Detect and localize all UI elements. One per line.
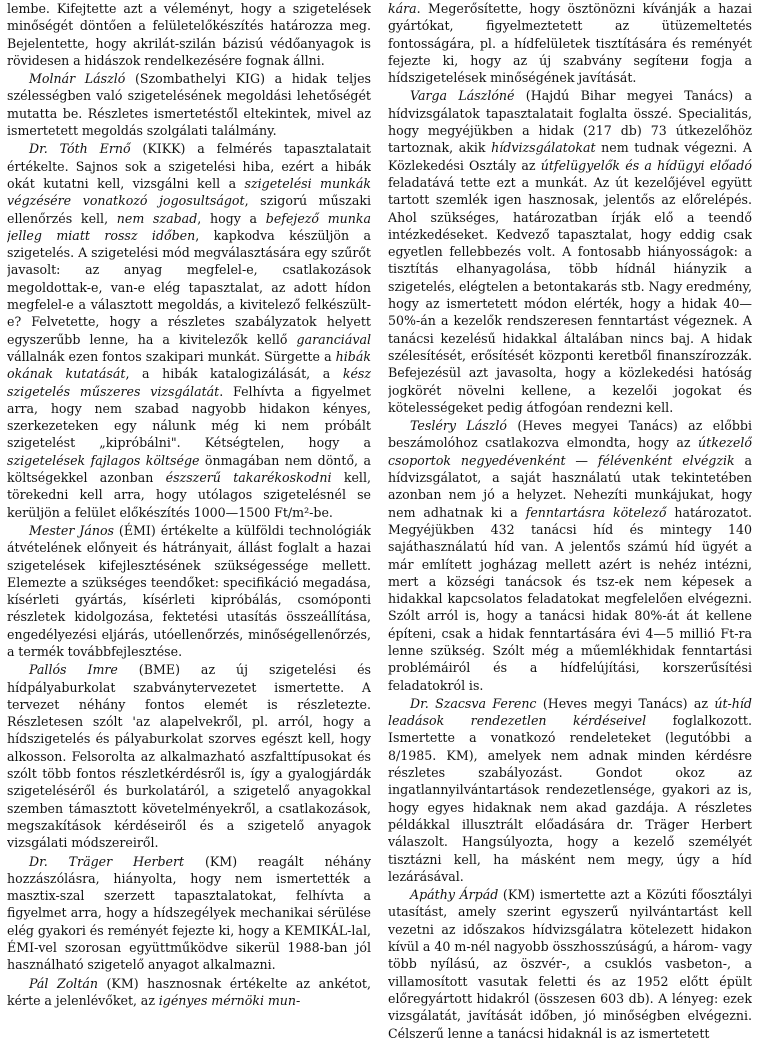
paragraph-teslery bbox=[388, 417, 752, 694]
emphasis: útkezelő csoportok negyedévenként — félévenként elvégzik bbox=[388, 435, 752, 468]
paragraph-text: vállalnák ezen fontos szakipari munkát. Sürgette a bbox=[7, 348, 336, 364]
paragraph-text: (ÉMI) értékelte a külföldi technológiák átvételének előnyeit és hátrányait, állást foglalt a hazai szigetelések kifejlesztésének szükségessége mellett. Elemezte a szükséges teendőket: specifikáció megadása, kísérleti gyártás, kísérleti kipróbálás, csomóponti részletek kidolgozása, fektetési utasítás összeállítása, engedélyezési eljárás, utóellenőrzés, minőségellenőrzés, a termék továbbfejlesztése. bbox=[7, 522, 371, 659]
paragraph-text: (KM) ismertette azt a Közúti főosztályi utasítást, amely szerint egyszerű nyilvántartást kell vezetni az időszakos hídvizsgálatra kötelezett hidakon kívül a 40 m-nél nagyobb összhosszúságú, a három- vagy több nyílású, az öszvér-, a csuklós vasbeton-, a villamosított vasutak feletti és az 1952 előtt épült előregyártott hidakról (összesen 603 db). A lényeg: ezek vizsgálatát, javítását időben, jó minőségben elvégezni. Célszerű lenne a tanácsi hidaknál is az ismertetett bbox=[388, 887, 752, 1041]
paragraph-pallos bbox=[7, 661, 371, 851]
paragraph-text: (Szombathelyi KIG) a hidak teljes szélességben való szigetelésének megoldási lehetőségét mutatta be. Részletes ismertetéstől eltekintek, mivel az ismertetett megoldás szolgálati találmány. bbox=[7, 71, 371, 139]
left-column bbox=[7, 0, 371, 1061]
speaker-name: Mester János bbox=[29, 522, 114, 538]
emphasis: kész szigetelés műszeres vizsgálatát bbox=[7, 366, 371, 399]
emphasis: kára bbox=[388, 1, 417, 16]
emphasis: hibák okának kutatását bbox=[7, 348, 371, 382]
paragraph-szacsva bbox=[388, 695, 752, 885]
paragraph-varga bbox=[388, 87, 752, 416]
emphasis: hídvizsgálatokat bbox=[491, 140, 596, 156]
paragraph-text: (KIKK) a felmérés tapasztalatait értékelte. Sajnos sok a szigetelési hiba, ezért a hibák okát kutatni kell, vizsgálni kell a bbox=[7, 141, 371, 191]
paragraph-continuation: lembe. Kifejtette azt a véleményt, hogy a szigetelések minőségét döntően a felületelőkészítés határozza meg. Bejelentette, hogy akrilát-szilán bázisú védőanyagok is rövidesen a hidászok rendelkezésére fognak állni. bbox=[7, 1, 371, 68]
paragraph-trager bbox=[7, 853, 371, 974]
speaker-name: Varga Lászlóné bbox=[410, 88, 515, 104]
paragraph-apathy bbox=[388, 886, 752, 1042]
paragraph-text: (Heves megyei Tanács) az előbbi beszámolóhoz csatlakozva elmondta, hogy az bbox=[388, 418, 752, 451]
emphasis: igényes mérnöki mun- bbox=[158, 992, 301, 1008]
paragraph-text: , szigorú műszaki ellenőrzés kell, bbox=[7, 193, 371, 226]
paragraph-text: nem tudnak végezni. A Közlekedési Osztály az bbox=[388, 140, 752, 173]
paragraph-text: , kapkodva készüljön a szigetelés. A szigetelési mód megválasztására egy szűrőt javasolt: az anyag megfelel-e, csatlakozások megoldottak-e, van-e elég tapasztalat, az adott hídon megfelel-e a választott megoldás, a kivitelező felkészült-e? Felvetette, hogy a részletes szabályzatok helyett egyszerűbb lenne, ha a kivitelezők kellő bbox=[7, 227, 371, 347]
speaker-name: Dr. Szacsva Ferenc bbox=[410, 695, 537, 711]
speaker-name: Dr. Träger Herbert bbox=[29, 853, 185, 869]
emphasis: út-híd leadások rendezetlen kérdéseivel bbox=[388, 695, 752, 729]
speaker-name: Pál Zoltán bbox=[29, 975, 98, 991]
speaker-name: Apáthy Árpád bbox=[410, 887, 499, 903]
speaker-name: Molnár László bbox=[29, 71, 126, 87]
paragraph-text: kell, törekedni kell arra, hogy utólagos szigetelésnél se kerüljön a felület előkészítés 1000—1500 Ft/m²-be. bbox=[7, 470, 371, 520]
paragraph-text: (KM) hasznosnak értékelte az ankétot, kérte a jelenlévőket, az bbox=[7, 975, 371, 1008]
paragraph-text: a hídvizsgálatot, a saját használatú utak tekintetében azonban nem jó a helyzet. Nehezíti munkájukat, hogy nem adhatnak ki a bbox=[388, 452, 752, 520]
emphasis: útfelügyelők és a hídügyi előadó bbox=[540, 157, 752, 173]
paragraph-toth bbox=[7, 140, 371, 521]
emphasis: szigetelési munkák végzésére vonatkozó jogosultságot bbox=[7, 175, 371, 209]
emphasis: fenntartásra kötelező bbox=[525, 504, 667, 520]
paragraph-text: feladatává tette ezt a munkát. Az út kezelőjével együtt tartott szemlék igen hasznosak, jelentős az előrelépés. Ahol szükséges, határozatban írják elő a teendő intézkedéseket. Kedvező tapasztalat, hogy eddig csak egyetlen fellebbezés volt. A fontosabb hiányosságok: a tisztítás elhanyagolása, több hídnál hiányzik a szigetelés, elégtelen a betontakarás stb. Nagy eredmény, hogy az ismertetett módon elérték, hogy a hidak 40—50%-án a kezelők rendszeresen fenntartást végeznek. A tanácsi kezelésű hidakkal általában nincs baj. A hidak szélesítését, erősítését központi keretből finanszírozzák. Befejezésül azt javasolta, hogy a közlekedési hatóság jogkörét növelni kellene, a kezelői jogokat és kötelességeket pedig átfogóan rendezni kell. bbox=[388, 174, 752, 415]
paragraph-text: (Heves megyi Tanács) az bbox=[536, 695, 715, 711]
paragraph-text: . Felhívta a figyelmet arra, hogy nem szabad nagyobb hidakon kényes, szerkezeteken egy nálunk még ki nem próbált szigetelést „kipróbálni". Kétségtelen, hogy a bbox=[7, 383, 371, 451]
paragraph-pal bbox=[7, 975, 371, 1010]
emphasis: garanciával bbox=[296, 331, 371, 347]
paragraph-text: foglalkozott. Ismertette a vonatkozó rendeleteket (legutóbbi a 8/1985. KM), amelyek nem adnak minden kérdésre részletes szabályozást. Gondot okoz az ingatlannyilvántartások rendezetlensége, gyakori az is, hogy egyes hidaknak nem akad gazdája. A részletes példákkal illusztrált előadására dr. Träger Herbert válaszolt. Hangsúlyozta, hogy a kezelő személyét tisztázni kell, ha másként nem megy, úgy a híd lezárásával. bbox=[388, 713, 752, 884]
emphasis: befejező munka jelleg miatt rossz időben bbox=[7, 210, 371, 243]
speaker-name: Dr. Tóth Ernő bbox=[29, 141, 131, 157]
right-column bbox=[388, 0, 752, 1061]
paragraph-text: határozatot. Megyéjükben 432 tanácsi híd és mintegy 140 sajáthasználatú híd van. A jelentős számú híd ügyét a már említett jogházag mellett azért is nehéz intézni, mert a községi tanácsok és tsz-ek nem képesek a hidakkal kapcsolatos feladatokat megfelelően elvégezni. Szólt arról is, hogy a tanácsi hidak 80%-át át kellene építeni, csak a hidak fenntartására évi 4—5 millió Ft-ra lenne szükség. Szólt még a műemlékhidak fenntartási problémáiról és a hídfelújítási, korszerűsítési feladatokról is. bbox=[388, 504, 752, 693]
paragraph-text: (BME) az új szigetelési és hídpályaburkolat szabványtervezetet ismertette. A tervezet néhány fontos elemét is részletezte. Részletesen szólt 'az alapelvekről, pl. arról, hogy a hídszigetelés és pályaburkolat szorves egészt kell, hogy alkosson. Felsorolta az alkalmazható aszfalttípusokat és szólt több fontos részletkérdésről is, így a gyalogjárdák szigeteléséről és burkolatáról, a szigetelő anyagokkal szemben támasztott követelményekről, a csatlakozások, megszakítások kérdéseiről és a szigetelő anyagok vizsgálati módszereiről. bbox=[7, 662, 371, 851]
speaker-name: Pallós Imre bbox=[29, 662, 118, 678]
paragraph-text: . Megerősítette, hogy ösztönözni kívánják a hazai gyártókat, figyelmeztetett az ütüzemeltetés fontosságára, pl. a hídfelületek tisztítására és reményét fejezte ki, hogy az új szabvány segítени fogja a hídszigetelések minőségének javítását. bbox=[388, 1, 752, 86]
paragraph-text: (KM) reagált néhány hozzászólásra, hiányolta, hogy nem ismertették a masztix-szal szerzett tapasztalatokat, felhívta a figyelmet arra, hogy a hídszegélyek mechanikai sérülése elég gyakori és reményét fejezte ki, hogy a KEMIKÁL-lal, ÉMI-vel szorosan együttműködve sikerül 1988-ban jól használható szigetelő anyagot alkalmazni. bbox=[7, 853, 371, 973]
paragraph-text: , hogy a bbox=[197, 210, 266, 226]
paragraph-molnar bbox=[7, 70, 371, 139]
paragraph-text: (Hajdú Bihar megyei Tanács) a hídvizsgálatok tapasztalatait foglalta összé. Specialitás, hogy megyéjükben a hidak (217 db) 73 útkezelőhöz tartoznak, akik bbox=[388, 88, 752, 156]
paragraph-text: önmagában nem döntő, a költségekkel azonban bbox=[7, 452, 371, 486]
emphasis: szigetelések fajlagos költsége bbox=[7, 452, 200, 468]
emphasis: nem szabad bbox=[116, 210, 198, 226]
paragraph-continuation bbox=[388, 0, 752, 86]
paragraph-mester bbox=[7, 522, 371, 660]
emphasis: észszerű takarékoskodni bbox=[165, 470, 332, 486]
speaker-name: Tesléry László bbox=[410, 418, 507, 434]
paragraph-text: , a hibák katalogizálását, a bbox=[125, 366, 343, 382]
